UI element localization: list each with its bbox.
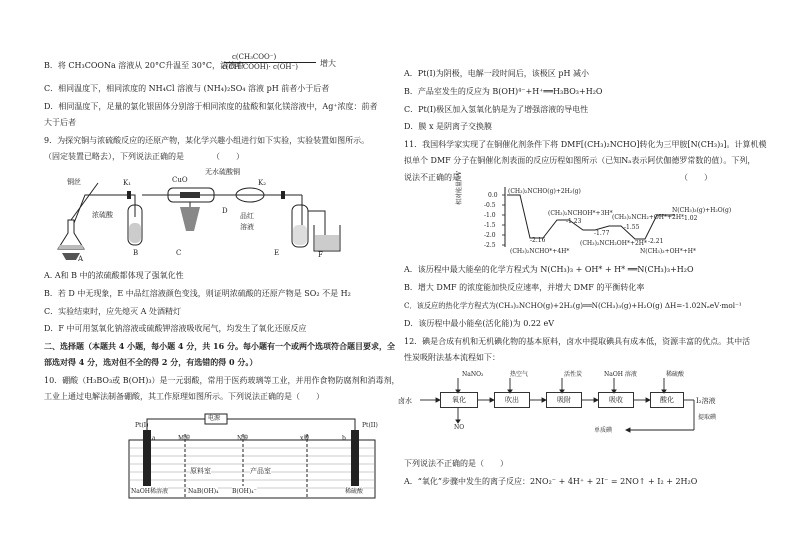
- q11-option-a: A．该历程中最大能垒的化学方程式为 N(CH₃)₃ + OH* + H* ══N(CH₃)₃+H₂O: [404, 265, 694, 274]
- beaker-f-liquid: [315, 235, 339, 250]
- label-naoh-dilute: NaOH稀溶液: [131, 488, 168, 495]
- label-pt1: Pt(I): [135, 422, 149, 429]
- flow-box-oxidation: 氧化: [440, 392, 478, 408]
- flow-brine: 卤水: [398, 397, 412, 405]
- label-cuo: CuO: [172, 176, 188, 184]
- label-product-chamber: 产品室: [250, 467, 271, 475]
- tube-e-liquid: [293, 225, 307, 245]
- q11-state-3: (CH₃)₂NCH₂+OH*+2H*: [612, 214, 685, 221]
- label-copper-wire: 铜丝: [67, 178, 81, 186]
- label-dilute-h2so4: 稀硫酸: [345, 488, 364, 495]
- q11-value-1: -1.23: [566, 218, 582, 225]
- label-d: D: [222, 207, 228, 215]
- q12-option-a: A．“氧化”步骤中发生的离子反应：2NO₂⁻ + 4H⁺ + 2I⁻ = 2NO↑ + I₂ + 2H₂O: [404, 477, 698, 486]
- q11-value-2: -1.55: [624, 224, 640, 231]
- q9-option-c: C．实验结束时，应先熄灭 A 处酒精灯: [44, 307, 181, 316]
- q8-option-d-line1: D．相同温度下，足量的氯化银固体分别溶于相同浓度的盐酸和氯化镁溶液中，Ag⁺浓度：前者: [44, 102, 378, 111]
- label-membrane-n: N膜: [237, 435, 249, 442]
- cuo-powder: [180, 192, 200, 198]
- section2-heading-line1: 二、选择题（本题共 4 小题，每小题 4 分，共 16 分。每小题有一个或两个选项符合题目要求，全: [44, 341, 395, 351]
- label-a-terminal: a: [152, 435, 156, 442]
- q11-state-reactants: (CH₃)₂NCHO(g)+2H₂(g): [508, 188, 581, 195]
- flow-box-absorption: 吸收: [598, 392, 634, 408]
- label-f: F: [318, 251, 323, 259]
- label-pt2: Pt(II): [362, 422, 378, 429]
- q12-stem-line1: 12．碘是合成有机和无机碘化物的基本原料，卤水中提取碘具有成本低，资源丰富的优点。其中活: [404, 337, 751, 346]
- label-raw-chamber: 原料室: [190, 467, 211, 475]
- label-membrane-x: x膜: [300, 435, 310, 442]
- flow-box-blow-out: 吹出: [494, 392, 530, 408]
- label-anhydrous-cuso4: 无水硫酸铜: [205, 168, 240, 176]
- q11-ytick-1: -0.5: [484, 202, 496, 209]
- q8-option-b-tail: 增大: [320, 59, 336, 68]
- label-k1: K₁: [123, 179, 132, 187]
- q10-stem-line2: 工业上通过电解法制备硼酸，其工作原理如图所示。下列说法正确的是（ ）: [44, 392, 324, 401]
- q11-ytick-0: 0.0: [488, 192, 498, 199]
- q8-option-b-text: B．将 CH₃COONa 溶液从 20°C升温至 30°C，溶液中: [44, 61, 244, 70]
- q11-ytick-4: -2.0: [484, 232, 496, 239]
- tube-to-f: [308, 211, 325, 237]
- flow-box-adsorption: 吸附: [546, 392, 582, 408]
- q11-value-4: -2.16: [530, 237, 546, 244]
- flow-iodine-solution: I₂溶液: [696, 397, 716, 405]
- flow-extract-iodine: 提取碘: [698, 414, 717, 421]
- q11-state-6: (CH₃)₂NCH₂OH*+2H*: [580, 240, 648, 247]
- q11-state-products: N(CH₃)₃(g)+H₂O(g): [672, 207, 732, 214]
- q12-flow-diagram: [400, 368, 730, 448]
- burner-c: [180, 207, 200, 231]
- q11-ytick-2: -1.0: [484, 212, 496, 219]
- q11-stem-line3: 说法不正确的是 （ ）: [404, 173, 712, 182]
- flow-reagent-hot-air: 热空气: [510, 371, 529, 378]
- q11-option-b: B．增大 DMF 的浓度能加快反应速率，并增大 DMF 的平衡转化率: [404, 283, 645, 292]
- tube-b-liquid: [129, 223, 141, 243]
- q10-option-d: D．膜 x 是阴离子交换膜: [404, 122, 493, 131]
- label-b-oh4-ion: B(OH)₄⁻: [232, 488, 257, 495]
- flow-reagent-nano2: NaNO₂: [462, 371, 484, 378]
- q11-stem-line2: 拟单个 DMF 分子在铜催化剂表面的反应历程如图所示（已知Nₐ表示阿伏伽德罗常数的值）。下列，: [404, 156, 756, 165]
- flow-reagent-activated-carbon: 活性炭: [564, 371, 583, 378]
- q12-stem-line2: 性炭吸附法基本流程如下：: [404, 353, 500, 362]
- q11-value-5: -1.77: [594, 230, 610, 237]
- q9-stem-line2: （固定装置已略去），下列说法正确的是 （ ）: [44, 152, 244, 161]
- q11-ylabel: 相对能量/eV: [456, 171, 463, 205]
- q10-option-a: A．Pt(I)为阴极，电解一段时间后，该极区 pH 减小: [404, 69, 589, 78]
- q8-option-c: C．相同温度下，相同浓度的 NH₄Cl 溶液与 (NH₄)₂SO₄ 溶液 pH 前者小于后者: [44, 84, 330, 93]
- label-a: A: [78, 255, 84, 263]
- q11-ytick-3: -1.5: [484, 222, 496, 229]
- label-b: B: [133, 249, 139, 257]
- label-power: 电源: [208, 415, 221, 422]
- q11-state-7: N(CH₃)₃+OH*+H*: [640, 248, 697, 255]
- q8-fraction-numerator: c(CH₃COO⁻): [232, 53, 277, 61]
- flow-reagent-dilute-h2so4: 稀硫酸: [666, 371, 685, 378]
- label-e: E: [274, 249, 280, 257]
- q9-option-b: B．若 D 中无现象，E 中品红溶液颜色变浅，则证明浓硫酸的还原产物是 SO₂ 不是 H₂: [44, 289, 351, 298]
- flow-reagent-naoh: NaOH 溶液: [604, 371, 637, 378]
- flask-a-liquid: [58, 245, 84, 249]
- flow-box-acidification: 酸化: [650, 392, 684, 408]
- q12-question: 下列说法不正确的是（ ）: [404, 459, 508, 468]
- label-membrane-m: M膜: [178, 435, 191, 442]
- q11-state-2: (CH₃)₂NCHOH*+3H*: [548, 210, 613, 217]
- label-b-terminal: b: [342, 435, 346, 442]
- q10-option-c: C．Pt(I)极区加入氢氧化钠是为了增强溶液的导电性: [404, 105, 589, 114]
- q8-fraction-denominator: c(CH₃COOH)· c(OH⁻): [222, 63, 298, 71]
- q9-option-d: D．F 中可用氢氧化钠溶液或硫酸钾溶液吸收尾气，均发生了氧化还原反应: [44, 324, 307, 333]
- flask-a: [58, 220, 84, 249]
- q11-ytick-5: -2.5: [484, 242, 496, 249]
- q10-option-b: B．产品室发生的反应为 B(OH)⁴⁻+H⁺══H₃BO₃+H₂O: [404, 87, 603, 96]
- wire-right: [227, 419, 355, 432]
- q10-stem-line1: 10．硼酸（H₃BO₃或 B(OH)₃）是一元弱酸，常用于医药玻璃等工业，并用作食物防腐剂和消毒剂，: [44, 376, 400, 385]
- label-pinhong: 品红: [240, 212, 254, 220]
- q8-option-d-line2: 大于后者: [44, 118, 76, 127]
- q11-value-6: -2.21: [648, 238, 664, 245]
- q11-stem-line1: 11．我国科学家实现了在铜催化剂条件下将 DMF[(CH₃)₂NCHO]转化为三甲胺[N(CH₃)₃]。计算机模: [404, 140, 767, 149]
- valve-k2: [281, 191, 285, 199]
- q9-stem-line1: 9．为探究铜与浓硫酸反应的还原产物，某化学兴趣小组进行如下实验，实验装置如图所示。: [44, 136, 370, 145]
- flow-product-no: NO: [454, 424, 465, 431]
- q11-option-d: D．该历程中最小能垒(活化能)为 0.22 eV: [404, 319, 555, 328]
- q11-value-3: -1.02: [682, 215, 698, 222]
- q8-option-b: [44, 60, 244, 71]
- label-solution: 溶液: [240, 223, 254, 231]
- q11-state-5: (CH₃)₂NCHO*+4H*: [510, 248, 570, 255]
- label-k2: K₂: [258, 179, 267, 187]
- flow-elemental-iodine: 单质碘: [594, 427, 613, 434]
- label-conc-h2so4: 浓硫酸: [92, 211, 113, 219]
- valve-k1: [127, 191, 131, 199]
- label-nab-oh4: NaB(OH)₄: [188, 488, 219, 495]
- wire-left: [147, 419, 205, 432]
- label-c: C: [176, 249, 182, 257]
- q9-apparatus-diagram: [40, 165, 360, 265]
- q9-option-a: A. A和 B 中的浓硫酸都体现了强氧化性: [44, 271, 184, 280]
- section2-heading-line2: 部选对得 4 分，选对但不全的得 2 分，有选错的得 0 分。）: [44, 357, 258, 367]
- q11-option-c: C．该反应的热化学方程式为(CH₃)₂NCHO(g)+2H₂(g)══N(CH₃)₃(g)+H₂O(g) ΔH=-1.02NₐeV·mol⁻¹: [404, 301, 742, 310]
